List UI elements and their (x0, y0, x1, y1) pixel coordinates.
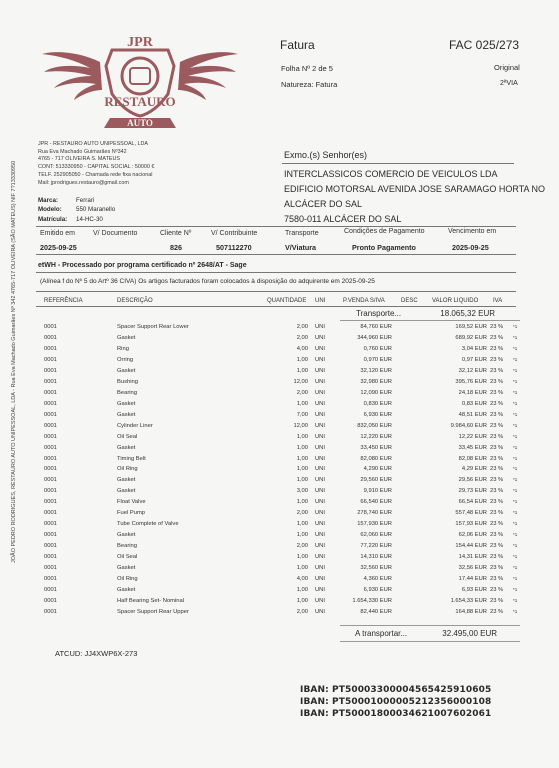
divider (340, 641, 520, 642)
col-header-unit: UNI (315, 298, 326, 304)
cell-vat: 23 % (490, 345, 504, 352)
meta-payment: Pronto Pagamento (352, 243, 416, 252)
cell-net: 0,97 EUR (461, 356, 487, 363)
col-header-vat: IVA (493, 298, 503, 304)
company-logo (40, 32, 240, 132)
cell-unit: UNI (315, 532, 325, 539)
cell-vat: 23 % (490, 576, 504, 583)
cell-note: *1 (513, 356, 518, 362)
cell-note: *1 (513, 334, 518, 340)
cell-qty: 1,00 (296, 433, 308, 440)
cell-qty: 1,00 (296, 455, 308, 462)
model-value: 550 Maranello (76, 206, 116, 214)
cell-ref: 0001 (44, 433, 57, 440)
cell-ref: 0001 (44, 565, 57, 572)
cell-net: 157,93 EUR (455, 521, 487, 528)
cell-vat: 23 % (490, 510, 504, 517)
cell-ref: 0001 (44, 598, 57, 604)
cell-desc: Bearing (117, 543, 137, 550)
cell-vat: 23 % (490, 499, 504, 506)
iban-line: IBAN: PT50001000005212356000108 (300, 697, 492, 707)
col-header-price: P.VENDA S/IVA (343, 298, 385, 304)
logo-top-text: JPR (127, 35, 153, 50)
cell-ref: 0001 (44, 587, 57, 594)
cell-vat: 23 % (490, 565, 504, 572)
cell-ref: 0001 (44, 356, 57, 363)
col-header-qty: QUANTIDADE (267, 298, 307, 304)
cell-qty: 4,00 (296, 576, 308, 583)
col-header-net: VALOR LIQUIDO (432, 298, 479, 304)
cell-vat: 23 % (490, 422, 504, 429)
cell-qty: 1,00 (296, 532, 308, 539)
cell-price: 1.654,330 EUR (352, 598, 392, 604)
cell-net: 12,22 EUR (458, 433, 487, 440)
cell-price: 29,560 EUR (360, 477, 392, 484)
cell-net: 3,04 EUR (461, 345, 487, 352)
cell-note: *1 (513, 411, 518, 417)
cell-ref: 0001 (44, 367, 57, 374)
cell-ref: 0001 (44, 400, 57, 407)
meta-transport: V/Viatura (285, 243, 317, 252)
cell-price: 0,830 EUR (363, 400, 392, 407)
cell-unit: UNI (315, 455, 325, 462)
cell-price: 344,960 EUR (357, 334, 392, 341)
cell-net: 33,45 EUR (458, 444, 487, 451)
cell-qty: 1,00 (296, 565, 308, 572)
cell-desc: Gasket (117, 477, 136, 484)
meta-label-payment: Condições de Pagamento (344, 228, 425, 235)
client-line: EDIFICIO MOTORSAL AVENIDA JOSE SARAMAGO HORTA NO (284, 184, 546, 194)
divider (340, 320, 520, 321)
col-header-desc: DESCRIÇÃO (117, 298, 153, 304)
cell-desc: Gasket (117, 532, 136, 539)
cell-vat: 23 % (490, 543, 504, 550)
meta-label-due: Vencimento em (448, 228, 497, 235)
cell-price: 0,970 EUR (363, 356, 392, 363)
cell-qty: 1,00 (296, 466, 308, 473)
cell-note: *1 (513, 587, 518, 593)
cell-net: 82,08 EUR (458, 455, 487, 462)
cell-qty: 2,00 (296, 389, 308, 396)
iban-line: IBAN: PT50001800034621007602061 (300, 709, 492, 719)
meta-client-number: 826 (170, 243, 182, 252)
cell-net: 62,06 EUR (458, 532, 487, 539)
cell-ref: 0001 (44, 378, 57, 385)
cell-note: *1 (513, 433, 518, 439)
cell-desc: Gasket (117, 411, 136, 418)
cell-vat: 23 % (490, 356, 504, 363)
cell-vat: 23 % (490, 411, 504, 418)
cell-ref: 0001 (44, 389, 57, 396)
cell-qty: 12,00 (293, 422, 308, 429)
cell-desc: Gasket (117, 400, 136, 407)
cell-ref: 0001 (44, 554, 57, 561)
cell-unit: UNI (315, 608, 325, 615)
cell-qty: 1,00 (296, 444, 308, 451)
cell-desc: Gasket (117, 367, 136, 374)
cell-price: 9,910 EUR (363, 488, 392, 495)
cell-note: *1 (513, 324, 518, 329)
plate-label: Matrícula: (38, 215, 68, 223)
cell-unit: UNI (315, 433, 325, 440)
client-line: INTERCLASSICOS COMERCIO DE VEICULOS LDA (284, 169, 498, 179)
certification-note: etWH - Processado por programa certificado nº 2648/AT - Sage (38, 262, 247, 269)
cell-unit: UNI (315, 367, 325, 374)
cell-note: *1 (513, 422, 518, 428)
cell-net: 14,31 EUR (458, 554, 487, 561)
cell-ref: 0001 (44, 488, 57, 495)
cell-unit: UNI (315, 587, 325, 594)
cell-desc: Gasket (117, 444, 136, 451)
cell-desc: Gasket (117, 334, 136, 341)
atcud-code: ATCUD: JJ4XWP6X-273 (55, 649, 138, 658)
cell-qty: 4,00 (296, 345, 308, 352)
cell-desc: Orring (117, 356, 134, 363)
cell-vat: 23 % (490, 389, 504, 396)
cell-unit: UNI (315, 510, 325, 517)
cell-note: *1 (513, 389, 518, 395)
cell-unit: UNI (315, 554, 325, 561)
cell-price: 84,760 EUR (360, 324, 392, 330)
meta-label-taxid: V/ Contribuinte (211, 230, 258, 237)
cell-desc: Timing Belt (117, 455, 146, 462)
cell-vat: 23 % (490, 532, 504, 539)
meta-taxid: 507112270 (216, 243, 252, 252)
cell-qty: 1,00 (296, 521, 308, 528)
divider (36, 306, 516, 307)
cell-vat: 23 % (490, 334, 504, 341)
cell-ref: 0001 (44, 345, 57, 352)
cell-net: 32,56 EUR (458, 565, 487, 572)
cell-qty: 1,00 (296, 554, 308, 561)
cell-net: 6,93 EUR (461, 587, 487, 594)
cell-note: *1 (513, 455, 518, 461)
cell-net: 9.984,60 EUR (450, 422, 487, 429)
company-line: Rua Eva Machado Guimarães Nº342 (38, 148, 127, 155)
cell-unit: UNI (315, 598, 325, 604)
cell-net: 4,29 EUR (461, 466, 487, 473)
cell-ref: 0001 (44, 334, 57, 341)
cell-price: 6,930 EUR (363, 411, 392, 418)
cell-note: *1 (513, 466, 518, 472)
cell-net: 66,54 EUR (458, 499, 487, 506)
meta-label-client: Cliente Nº (160, 230, 192, 237)
cell-unit: UNI (315, 356, 325, 363)
vehicle-info (38, 196, 115, 224)
cell-price: 32,120 EUR (360, 367, 392, 374)
col-header-disc: DESC (401, 298, 418, 304)
plate-value: 14-HC-30 (76, 215, 103, 223)
original-label: Original (494, 63, 520, 72)
cell-price: 77,220 EUR (360, 543, 392, 550)
cell-ref: 0001 (44, 411, 57, 418)
cell-ref: 0001 (44, 608, 57, 615)
cell-note: *1 (513, 367, 518, 373)
cell-price: 66,540 EUR (360, 499, 392, 506)
cell-note: *1 (513, 444, 518, 450)
cell-desc: Spacer Support Rear Upper (117, 608, 189, 615)
cell-note: *1 (513, 576, 518, 582)
cell-unit: UNI (315, 411, 325, 418)
cell-ref: 0001 (44, 422, 57, 429)
cell-vat: 23 % (490, 488, 504, 495)
cell-desc: Oil Seal (117, 554, 138, 561)
cell-price: 12,220 EUR (360, 433, 392, 440)
cell-unit: UNI (315, 543, 325, 550)
cell-price: 82,440 EUR (360, 608, 392, 615)
cell-note: *1 (513, 345, 518, 351)
cell-price: 4,290 EUR (363, 466, 392, 473)
cell-ref: 0001 (44, 521, 57, 528)
cell-qty: 1,00 (296, 400, 308, 407)
cell-vat: 23 % (490, 378, 504, 385)
cell-unit: UNI (315, 345, 325, 352)
logo-banner-text: RESTAURO (104, 94, 176, 109)
cell-net: 48,51 EUR (458, 411, 487, 418)
cell-note: *1 (513, 598, 518, 603)
divider (282, 163, 514, 164)
cell-vat: 23 % (490, 400, 504, 407)
meta-due-date: 2025-09-25 (452, 243, 489, 252)
cell-price: 157,930 EUR (357, 521, 392, 528)
cell-net: 32,12 EUR (458, 367, 487, 374)
cell-unit: UNI (315, 400, 325, 407)
cell-net: 164,88 EUR (455, 608, 487, 615)
cell-unit: UNI (315, 324, 325, 330)
cell-unit: UNI (315, 499, 325, 506)
sheet-number: Folha Nº 2 de 5 (281, 64, 333, 73)
cell-net: 395,76 EUR (455, 378, 487, 385)
cell-ref: 0001 (44, 499, 57, 506)
model-label: Modelo: (38, 206, 62, 214)
cell-qty: 1,00 (296, 598, 308, 604)
cell-desc: Oil Ring (117, 466, 138, 473)
cell-vat: 23 % (490, 466, 504, 473)
cell-ref: 0001 (44, 466, 57, 473)
cell-desc: Fuel Pump (117, 510, 146, 517)
cell-vat: 23 % (490, 433, 504, 440)
cell-qty: 1,00 (296, 587, 308, 594)
cell-note: *1 (513, 554, 518, 560)
cell-unit: UNI (315, 521, 325, 528)
cell-qty: 1,00 (296, 356, 308, 363)
cell-net: 1.654,33 EUR (450, 598, 487, 604)
make-value: Ferrari (76, 197, 95, 204)
client-line: ALCÁCER DO SAL (284, 199, 363, 209)
cell-vat: 23 % (490, 477, 504, 484)
cell-price: 33,450 EUR (360, 444, 392, 451)
cell-vat: 23 % (490, 444, 504, 451)
cell-vat: 23 % (490, 554, 504, 561)
carry-over-value: 32.495,00 EUR (442, 629, 497, 638)
cell-qty: 2,00 (296, 543, 308, 550)
cell-net: 29,73 EUR (458, 488, 487, 495)
cell-note: *1 (513, 532, 518, 538)
cell-vat: 23 % (490, 598, 504, 604)
cell-vat: 23 % (490, 324, 504, 330)
client-salutation: Exmo.(s) Senhor(es) (284, 150, 368, 160)
cell-qty: 1,00 (296, 367, 308, 374)
cell-net: 689,92 EUR (455, 334, 487, 341)
cell-desc: Gasket (117, 488, 136, 495)
cell-ref: 0001 (44, 576, 57, 583)
cell-price: 62,060 EUR (360, 532, 392, 539)
cell-unit: UNI (315, 422, 325, 429)
cell-price: 4,360 EUR (363, 576, 392, 583)
cell-vat: 23 % (490, 455, 504, 462)
cell-desc: Float Valve (117, 499, 146, 506)
cell-price: 32,560 EUR (360, 565, 392, 572)
cell-qty: 1,00 (296, 477, 308, 484)
cell-unit: UNI (315, 334, 325, 341)
cell-desc: Bearing (117, 389, 137, 396)
cell-net: 557,48 EUR (455, 510, 487, 517)
cell-unit: UNI (315, 477, 325, 484)
cell-ref: 0001 (44, 477, 57, 484)
company-line: CONT: 513330950 - CAPITAL SOCIAL : 50000 € (38, 164, 155, 171)
divider (36, 291, 516, 292)
cell-qty: 2,00 (296, 510, 308, 517)
cell-note: *1 (513, 608, 518, 614)
company-line: Mail: jprodrigues.restauro@gmail.com (38, 179, 129, 186)
cell-net: 17,44 EUR (458, 576, 487, 583)
cell-desc: Spacer Support Rear Lower (117, 324, 189, 330)
copy-label: 2ªVIA (500, 80, 518, 87)
cell-note: *1 (513, 510, 518, 516)
cell-desc: Tube Complete of Valve (117, 521, 179, 528)
meta-label-transport: Transporte (285, 230, 319, 237)
cell-desc: Gasket (117, 587, 136, 594)
cell-price: 6,930 EUR (363, 587, 392, 594)
cell-desc: Cylinder Liner (117, 422, 153, 429)
cell-desc: Oil Ring (117, 576, 138, 583)
cell-unit: UNI (315, 576, 325, 583)
cell-price: 12,090 EUR (360, 389, 392, 396)
client-line: 7580-011 ALCÁCER DO SAL (284, 214, 402, 224)
carried-forward-label: Transporte... (356, 309, 402, 318)
col-header-ref: REFERÊNCIA (44, 298, 83, 304)
cell-qty: 7,00 (296, 411, 308, 418)
cell-qty: 2,00 (296, 608, 308, 615)
document-nature: Natureza: Fatura (281, 80, 338, 89)
cell-vat: 23 % (490, 587, 504, 594)
legal-note: (Alínea f do Nº 5 do Artº 36 CIVA) Os artigos facturados foram colocados à disposição do adquirente em 2025-09-25 (40, 278, 375, 285)
cell-price: 832,050 EUR (357, 422, 392, 429)
meta-label-document: V/ Documento (93, 230, 138, 237)
divider (340, 625, 520, 626)
cell-ref: 0001 (44, 532, 57, 539)
iban-line: IBAN: PT50003300004565425910605 (300, 685, 492, 695)
divider (36, 272, 516, 273)
cell-desc: Half Bearing Set- Nominal (117, 598, 185, 604)
cell-vat: 23 % (490, 608, 504, 615)
carried-forward-value: 18.065,32 EUR (440, 309, 495, 318)
make-label: Marca: (38, 197, 58, 204)
cell-ref: 0001 (44, 324, 57, 330)
cell-unit: UNI (315, 488, 325, 495)
cell-price: 82,080 EUR (360, 455, 392, 462)
cell-net: 169,52 EUR (455, 324, 487, 330)
cell-note: *1 (513, 543, 518, 549)
client-address (284, 167, 545, 227)
cell-note: *1 (513, 488, 518, 494)
cell-vat: 23 % (490, 367, 504, 374)
cell-ref: 0001 (44, 444, 57, 451)
cell-qty: 2,00 (296, 334, 308, 341)
cell-net: 24,18 EUR (458, 389, 487, 396)
meta-label-issued: Emitido em (40, 230, 76, 237)
cell-note: *1 (513, 378, 518, 384)
cell-note: *1 (513, 400, 518, 406)
logo-ribbon-text: AUTO (127, 118, 153, 128)
cell-qty: 3,00 (296, 488, 308, 495)
cell-qty: 12,00 (293, 378, 308, 385)
cell-price: 0,760 EUR (363, 345, 392, 352)
cell-ref: 0001 (44, 510, 57, 517)
cell-ref: 0001 (44, 455, 57, 462)
cell-unit: UNI (315, 378, 325, 385)
cell-net: 29,56 EUR (458, 477, 487, 484)
cell-desc: Oil Seal (117, 433, 138, 440)
cell-note: *1 (513, 499, 518, 505)
cell-note: *1 (513, 565, 518, 571)
cell-desc: Ring (117, 345, 129, 352)
divider (36, 226, 516, 227)
cell-unit: UNI (315, 565, 325, 572)
cell-unit: UNI (315, 389, 325, 396)
document-number: FAC 025/273 (449, 38, 520, 52)
company-line: TELF. 252905050 - Chamada rede fixa nacional (38, 171, 153, 178)
meta-issued-date: 2025-09-25 (40, 243, 77, 252)
cell-price: 14,310 EUR (360, 554, 392, 561)
cell-unit: UNI (315, 444, 325, 451)
cell-unit: UNI (315, 466, 325, 473)
cell-qty: 1,00 (296, 499, 308, 506)
cell-ref: 0001 (44, 543, 57, 550)
cell-qty: 2,00 (296, 324, 308, 330)
cell-desc: Gasket (117, 565, 136, 572)
company-info (38, 141, 154, 187)
document-type: Fatura (280, 38, 315, 52)
cell-desc: Bushing (117, 378, 138, 385)
cell-net: 0,83 EUR (461, 400, 487, 407)
company-line: 4765 - 717 OLIVEIRA S. MATEUS (38, 156, 120, 163)
cell-net: 154,44 EUR (455, 543, 487, 550)
cell-price: 32,980 EUR (360, 378, 392, 385)
side-legal-text: JOÃO PEDRO RODRIGUES, RESTAURO AUTO UNIPESSOAL, LDA - Rua Eva Machado Guimarães Nº 342 4765-717 OLIVEIRA (SÃO MATEUS) NIF 7?13330950 (11, 160, 17, 563)
company-line: JPR - RESTAURO AUTO UNIPESSOAL, LDA (38, 141, 149, 147)
cell-vat: 23 % (490, 521, 504, 528)
cell-note: *1 (513, 521, 518, 527)
cell-note: *1 (513, 477, 518, 483)
divider (36, 254, 516, 255)
cell-price: 278,740 EUR (357, 510, 392, 517)
carry-over-label: A transportar... (355, 629, 408, 638)
